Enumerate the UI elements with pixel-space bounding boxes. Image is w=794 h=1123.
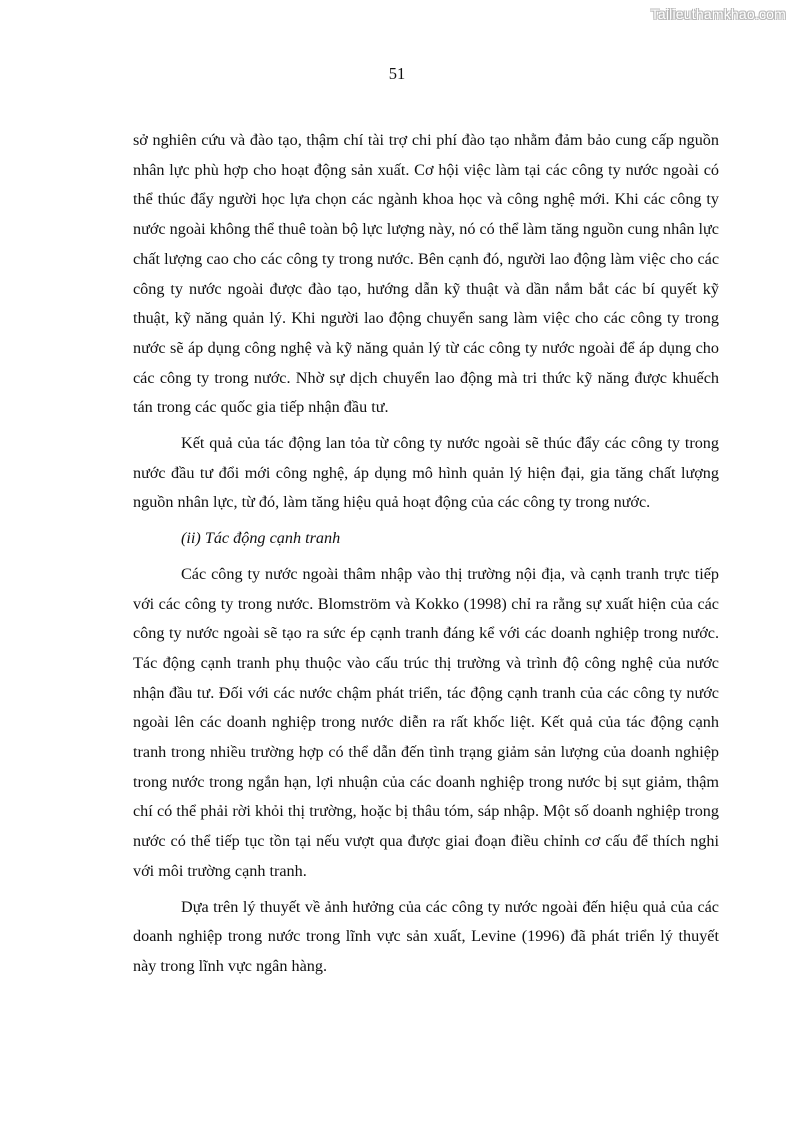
document-body (133, 126, 719, 988)
paragraph-spillover-result: Kết quả của tác động lan tỏa từ công ty nước ngoài sẽ thúc đẩy các công ty trong nước đầu tư đổi mới công nghệ, áp dụng mô hình quản lý hiện đại, gia tăng chất lượng nguồn nhân lực, từ đó, làm tăng hiệu quả hoạt động của các công ty trong nước. (133, 434, 719, 512)
paragraph-competition: Các công ty nước ngoài thâm nhập vào thị trường nội địa, và cạnh tranh trực tiếp với các công ty trong nước. Blomström và Kokko (1998) chỉ ra rằng sự xuất hiện của các công ty nước ngoài sẽ tạo ra sức ép cạnh tranh đáng kể với các doanh nghiệp trong nước. Tác động cạnh tranh phụ thuộc vào cấu trúc thị trường và trình độ công nghệ của nước nhận đầu tư. Đối với các nước chậm phát triển, tác động cạnh tranh của các công ty nước ngoài lên các doanh nghiệp trong nước diễn ra rất khốc liệt. Kết quả của tác động cạnh tranh trong nhiều trường hợp có thể dẫn đến tình trạng giảm sản lượng của doanh nghiệp trong nước trong ngắn hạn, lợi nhuận của các doanh nghiệp trong nước bị sụt giảm, thậm chí có thể phải rời khỏi thị trường, hoặc bị thâu tóm, sáp nhập. Một số doanh nghiệp trong nước có thể tiếp tục tồn tại nếu vượt qua được giai đoạn điều chỉnh cơ cấu để thích nghi với môi trường cạnh tranh. (133, 564, 719, 880)
watermark-logo: Tailieuthamkhao.com (650, 6, 786, 22)
page-number: 51 (388, 64, 406, 83)
paragraph-continuation: sở nghiên cứu và đào tạo, thậm chí tài trợ chi phí đào tạo nhằm đảm bảo cung cấp nguồn nhân lực phù hợp cho hoạt động sản xuất. Cơ hội việc làm tại các công ty nước ngoài có thể thúc đẩy người học lựa chọn các ngành khoa học và công nghệ mới. Khi các công ty nước ngoài không thể thuê toàn bộ lực lượng này, nó có thể làm tăng nguồn cung nhân lực chất lượng cao cho các công ty trong nước. Bên cạnh đó, người lao động làm việc cho các công ty nước ngoài được đào tạo, hướng dẫn kỹ thuật và dần nắm bắt các bí quyết kỹ thuật, kỹ năng quản lý. Khi người lao động chuyển sang làm việc cho các công ty trong nước sẽ áp dụng công nghệ và kỹ năng quản lý từ các công ty nước ngoài để áp dụng cho các công ty trong nước. Nhờ sự dịch chuyển lao động mà tri thức kỹ năng được khuếch tán trong các quốc gia tiếp nhận đầu tư. (133, 131, 719, 417)
paragraph-banking-theory: Dựa trên lý thuyết về ảnh hưởng của các công ty nước ngoài đến hiệu quả của các doanh nghiệp trong nước trong lĩnh vực sản xuất, Levine (1996) đã phát triển lý thuyết này trong lĩnh vực ngân hàng. (133, 897, 719, 975)
section-heading-competition: (ii) Tác động cạnh tranh (181, 529, 341, 548)
